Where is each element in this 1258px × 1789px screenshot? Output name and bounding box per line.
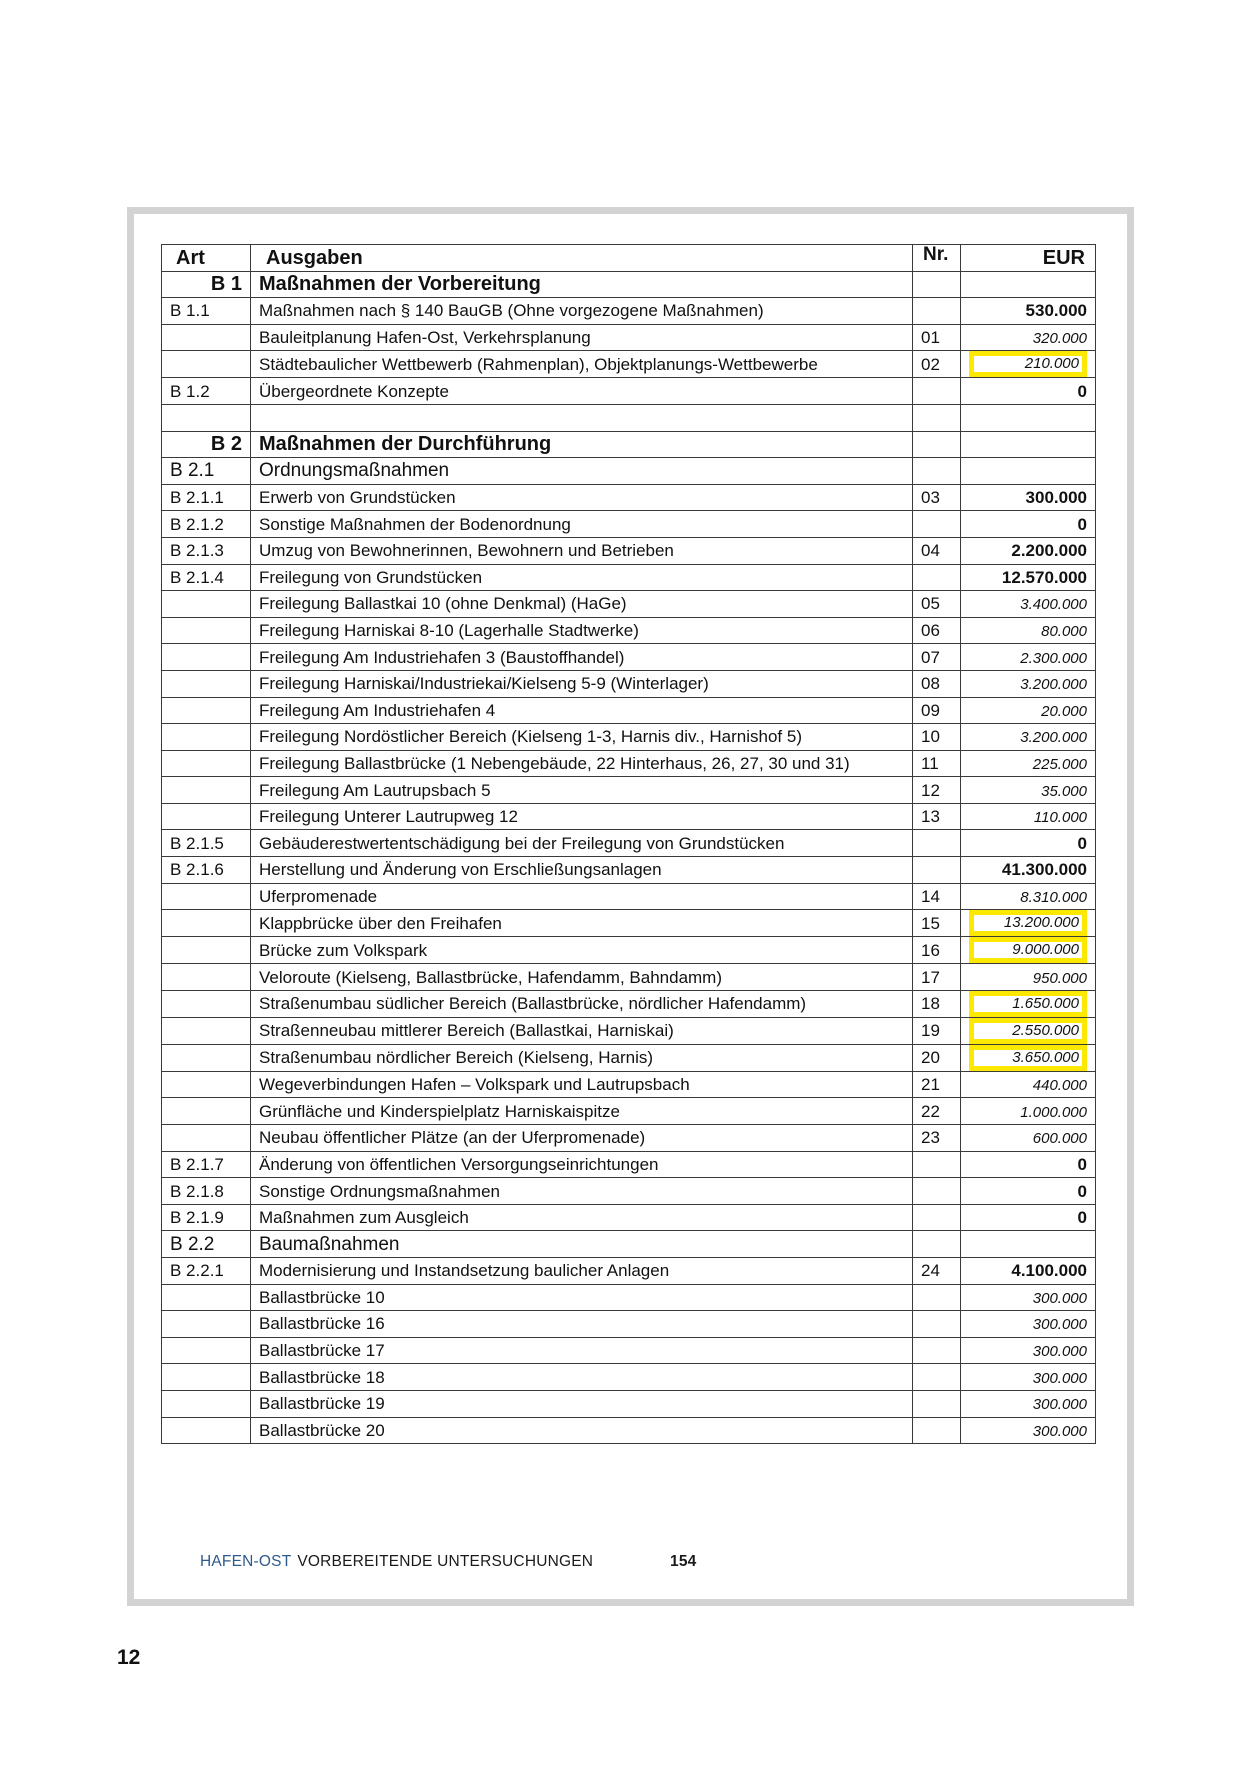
amount-item: 8.310.000 (1020, 888, 1087, 906)
cell-art (162, 803, 251, 830)
cell-eur (961, 484, 1096, 511)
cell-ausgaben: Umzug von Bewohnerinnen, Bewohnern und Betrieben (251, 537, 913, 564)
table-row-item (162, 351, 1096, 378)
cell-art (162, 724, 251, 751)
table-row-item (162, 883, 1096, 910)
amount-item: 225.000 (1032, 755, 1087, 773)
amount-item: 80.000 (1041, 623, 1087, 641)
cell-ausgaben: Brücke zum Volkspark (251, 937, 913, 964)
cell-eur (961, 1417, 1096, 1444)
cell-art (162, 1364, 251, 1391)
table-row-group (162, 378, 1096, 405)
cell-nr: 11 (913, 750, 961, 777)
cell-art: B 2.1.4 (162, 564, 251, 591)
cell-ausgaben: Ballastbrücke 19 (251, 1390, 913, 1417)
cell-art (162, 1337, 251, 1364)
cell-art (162, 404, 251, 431)
amount-item: 2.300.000 (1020, 649, 1087, 667)
cell-eur-highlighted (961, 351, 1096, 378)
amount-item: 3.400.000 (1020, 596, 1087, 614)
cell-nr (913, 1231, 961, 1258)
cell-art: B 2.1.3 (162, 537, 251, 564)
table-row-item (162, 1125, 1096, 1152)
cell-nr: 02 (913, 351, 961, 378)
cell-nr (913, 1337, 961, 1364)
cell-eur (961, 644, 1096, 671)
cell-eur (961, 750, 1096, 777)
cell-ausgaben: Herstellung und Änderung von Erschließungsanlagen (251, 857, 913, 884)
cell-ausgaben: Freilegung Am Industriehafen 3 (Baustoffhandel) (251, 644, 913, 671)
cell-eur (961, 670, 1096, 697)
amount-item: 1.000.000 (1020, 1103, 1087, 1121)
cell-art (162, 1071, 251, 1098)
amount-item: 950.000 (1032, 969, 1087, 987)
table-row-group (162, 1258, 1096, 1285)
page-number: 12 (117, 1646, 141, 1669)
table-row-group (162, 857, 1096, 884)
table-row-item (162, 990, 1096, 1017)
cell-art (162, 1311, 251, 1338)
cell-ausgaben: Ballastbrücke 18 (251, 1364, 913, 1391)
cell-nr: 13 (913, 803, 961, 830)
cell-ausgaben: Freilegung Harniskai 8-10 (Lagerhalle Stadtwerke) (251, 617, 913, 644)
cell-nr: 21 (913, 1071, 961, 1098)
cell-ausgaben: Freilegung von Grundstücken (251, 564, 913, 591)
cell-art: B 1.1 (162, 298, 251, 325)
cell-eur (961, 1390, 1096, 1417)
cell-ausgaben: Freilegung Ballastkai 10 (ohne Denkmal) (HaGe) (251, 591, 913, 618)
cell-ausgaben: Ballastbrücke 17 (251, 1337, 913, 1364)
table-row-item (162, 697, 1096, 724)
footer-title: VORBEREITENDE UNTERSUCHUNGEN (297, 1553, 594, 1570)
cell-eur-highlighted (961, 990, 1096, 1017)
table-row-item (162, 803, 1096, 830)
cell-art (162, 990, 251, 1017)
cell-art (162, 617, 251, 644)
cell-eur (961, 1364, 1096, 1391)
cell-nr: 14 (913, 883, 961, 910)
cell-nr (913, 404, 961, 431)
table-row-item (162, 964, 1096, 991)
cell-eur (961, 564, 1096, 591)
cell-eur (961, 378, 1096, 405)
footer-inner-page-number: 154 (670, 1553, 697, 1570)
cell-ausgaben: Maßnahmen zum Ausgleich (251, 1204, 913, 1231)
highlighted-amount: 3.650.000 (969, 1045, 1087, 1071)
cell-nr (913, 431, 961, 458)
cell-ausgaben: Gebäuderestwertentschädigung bei der Freilegung von Grundstücken (251, 830, 913, 857)
budget-table (161, 244, 1096, 1444)
cell-eur (961, 777, 1096, 804)
cell-nr: 09 (913, 697, 961, 724)
cell-art: B 2.2 (162, 1231, 251, 1258)
amount-total: 530.000 (1025, 301, 1087, 321)
cell-art (162, 883, 251, 910)
cell-art: B 2.1.5 (162, 830, 251, 857)
header-ausgaben: Ausgaben (251, 245, 913, 272)
cell-ausgaben: Neubau öffentlicher Plätze (an der Uferpromenade) (251, 1125, 913, 1152)
amount-item: 320.000 (1032, 330, 1087, 348)
cell-ausgaben: Uferpromenade (251, 883, 913, 910)
amount-item: 600.000 (1032, 1130, 1087, 1148)
cell-ausgaben: Freilegung Am Lautrupsbach 5 (251, 777, 913, 804)
cell-art (162, 777, 251, 804)
cell-nr: 10 (913, 724, 961, 751)
cell-ausgaben: Erwerb von Grundstücken (251, 484, 913, 511)
table-row-item (162, 324, 1096, 351)
amount-item: 110.000 (1033, 809, 1087, 827)
cell-nr: 05 (913, 591, 961, 618)
table-row-section (162, 271, 1096, 298)
header-art: Art (162, 245, 251, 272)
cell-art (162, 1125, 251, 1152)
cell-art (162, 1284, 251, 1311)
table-row-item (162, 617, 1096, 644)
cell-ausgaben: Maßnahmen der Durchführung (251, 431, 913, 458)
table-row-item (162, 1098, 1096, 1125)
cell-ausgaben: Bauleitplanung Hafen-Ost, Verkehrsplanung (251, 324, 913, 351)
cell-eur (961, 271, 1096, 298)
cell-eur (961, 697, 1096, 724)
cell-ausgaben: Straßenumbau nördlicher Bereich (Kielseng, Harnis) (251, 1044, 913, 1071)
cell-eur (961, 431, 1096, 458)
amount-total: 2.200.000 (1011, 541, 1087, 561)
cell-nr: 01 (913, 324, 961, 351)
cell-art: B 2.1.9 (162, 1204, 251, 1231)
cell-art (162, 750, 251, 777)
table-row-item (162, 777, 1096, 804)
cell-nr: 06 (913, 617, 961, 644)
cell-eur (961, 404, 1096, 431)
cell-nr (913, 1417, 961, 1444)
cell-art (162, 964, 251, 991)
cell-eur (961, 617, 1096, 644)
cell-eur (961, 1151, 1096, 1178)
table-row-group (162, 1178, 1096, 1205)
cell-eur (961, 324, 1096, 351)
cell-eur (961, 1204, 1096, 1231)
cell-nr (913, 1178, 961, 1205)
cell-eur (961, 1258, 1096, 1285)
cell-ausgaben: Freilegung Am Industriehafen 4 (251, 697, 913, 724)
amount-total: 0 (1077, 1154, 1087, 1174)
table-row-item (162, 644, 1096, 671)
cell-nr: 19 (913, 1017, 961, 1044)
cell-nr (913, 298, 961, 325)
cell-art (162, 910, 251, 937)
table-row-group (162, 298, 1096, 325)
cell-eur (961, 537, 1096, 564)
amount-item: 300.000 (1032, 1289, 1087, 1307)
amount-item: 300.000 (1032, 1369, 1087, 1387)
amount-item: 300.000 (1032, 1396, 1087, 1414)
cell-eur (961, 1311, 1096, 1338)
cell-ausgaben: Maßnahmen der Vorbereitung (251, 271, 913, 298)
cell-ausgaben: Sonstige Ordnungsmaßnahmen (251, 1178, 913, 1205)
table-row-section (162, 431, 1096, 458)
table-row-item (162, 591, 1096, 618)
cell-art: B 2 (162, 431, 251, 458)
cell-ausgaben: Ordnungsmaßnahmen (251, 458, 913, 485)
amount-total: 12.570.000 (1001, 567, 1087, 587)
cell-eur (961, 298, 1096, 325)
cell-nr (913, 830, 961, 857)
cell-art: B 2.2.1 (162, 1258, 251, 1285)
cell-nr (913, 458, 961, 485)
table-row-item (162, 1044, 1096, 1071)
amount-item: 300.000 (1032, 1343, 1087, 1361)
cell-nr (913, 1364, 961, 1391)
cell-nr: 17 (913, 964, 961, 991)
cell-art (162, 697, 251, 724)
table-row-empty (162, 404, 1096, 431)
cell-art: B 2.1.1 (162, 484, 251, 511)
cell-nr: 03 (913, 484, 961, 511)
amount-item: 35.000 (1041, 782, 1087, 800)
cell-eur (961, 883, 1096, 910)
cell-art (162, 1390, 251, 1417)
table-row-group (162, 511, 1096, 538)
cell-ausgaben: Freilegung Ballastbrücke (1 Nebengebäude, 22 Hinterhaus, 26, 27, 30 und 31) (251, 750, 913, 777)
cell-eur (961, 964, 1096, 991)
cell-nr (913, 511, 961, 538)
cell-nr: 24 (913, 1258, 961, 1285)
cell-eur (961, 591, 1096, 618)
cell-nr: 16 (913, 937, 961, 964)
amount-total: 0 (1077, 514, 1087, 534)
cell-ausgaben: Wegeverbindungen Hafen – Volkspark und Lautrupsbach (251, 1071, 913, 1098)
cell-ausgaben: Änderung von öffentlichen Versorgungseinrichtungen (251, 1151, 913, 1178)
cell-eur-highlighted (961, 937, 1096, 964)
table-row-item (162, 724, 1096, 751)
cell-ausgaben: Ballastbrücke 10 (251, 1284, 913, 1311)
cell-art: B 2.1 (162, 458, 251, 485)
amount-total: 0 (1077, 381, 1087, 401)
cell-nr (913, 564, 961, 591)
table-row-subsection (162, 458, 1096, 485)
cell-eur (961, 1284, 1096, 1311)
cell-eur (961, 857, 1096, 884)
cell-ausgaben: Übergeordnete Konzepte (251, 378, 913, 405)
cell-nr: 18 (913, 990, 961, 1017)
cell-nr: 04 (913, 537, 961, 564)
table-row-group (162, 564, 1096, 591)
table-row-item (162, 1071, 1096, 1098)
cell-nr: 23 (913, 1125, 961, 1152)
cell-eur (961, 1231, 1096, 1258)
amount-item: 440.000 (1032, 1077, 1087, 1095)
amount-total: 4.100.000 (1011, 1261, 1087, 1281)
footer-brand: HAFEN-OST (200, 1553, 292, 1570)
table-row-group (162, 537, 1096, 564)
cell-art (162, 591, 251, 618)
cell-eur-highlighted (961, 1044, 1096, 1071)
amount-total: 41.300.000 (1001, 860, 1087, 880)
table-row-item (162, 1017, 1096, 1044)
cell-nr (913, 1390, 961, 1417)
cell-nr: 20 (913, 1044, 961, 1071)
cell-ausgaben: Straßenneubau mittlerer Bereich (Ballastkai, Harniskai) (251, 1017, 913, 1044)
cell-ausgaben: Ballastbrücke 16 (251, 1311, 913, 1338)
cell-eur (961, 458, 1096, 485)
cell-nr (913, 271, 961, 298)
table-row-subsection (162, 1231, 1096, 1258)
amount-item: 300.000 (1032, 1422, 1087, 1440)
cell-art: B 1 (162, 271, 251, 298)
header-nr: Nr. (913, 245, 961, 272)
cell-art: B 1.2 (162, 378, 251, 405)
table-row-item (162, 1311, 1096, 1338)
table-row-item (162, 1390, 1096, 1417)
cell-ausgaben: Freilegung Nordöstlicher Bereich (Kielseng 1-3, Harnis div., Harnishof 5) (251, 724, 913, 751)
cell-eur (961, 724, 1096, 751)
cell-ausgaben: Straßenumbau südlicher Bereich (Ballastbrücke, nördlicher Hafendamm) (251, 990, 913, 1017)
cell-eur (961, 1071, 1096, 1098)
cell-nr: 12 (913, 777, 961, 804)
cell-art (162, 670, 251, 697)
cell-art: B 2.1.2 (162, 511, 251, 538)
amount-item: 20.000 (1041, 702, 1087, 720)
amount-total: 0 (1077, 1208, 1087, 1228)
cell-nr (913, 1151, 961, 1178)
cell-ausgaben: Freilegung Harniskai/Industriekai/Kielseng 5-9 (Winterlager) (251, 670, 913, 697)
table-row-group (162, 1204, 1096, 1231)
table-row-group (162, 484, 1096, 511)
cell-art (162, 324, 251, 351)
cell-art (162, 937, 251, 964)
cell-eur-highlighted (961, 910, 1096, 937)
table-row-item (162, 1284, 1096, 1311)
highlighted-amount: 1.650.000 (969, 991, 1087, 1017)
cell-nr: 22 (913, 1098, 961, 1125)
cell-art: B 2.1.7 (162, 1151, 251, 1178)
header-eur: EUR (961, 245, 1096, 272)
table-row-item (162, 1337, 1096, 1364)
amount-total: 0 (1077, 1181, 1087, 1201)
cell-art (162, 1417, 251, 1444)
cell-ausgaben: Freilegung Unterer Lautrupweg 12 (251, 803, 913, 830)
cell-nr: 07 (913, 644, 961, 671)
cell-eur (961, 1125, 1096, 1152)
cell-eur-highlighted (961, 1017, 1096, 1044)
cell-art: B 2.1.8 (162, 1178, 251, 1205)
highlighted-amount: 210.000 (969, 351, 1087, 377)
highlighted-amount: 9.000.000 (969, 937, 1087, 963)
amount-total: 0 (1077, 833, 1087, 853)
cell-art (162, 1017, 251, 1044)
cell-art (162, 1098, 251, 1125)
table-row-item (162, 750, 1096, 777)
cell-ausgaben: Maßnahmen nach § 140 BauGB (Ohne vorgezogene Maßnahmen) (251, 298, 913, 325)
cell-art: B 2.1.6 (162, 857, 251, 884)
amount-item: 3.200.000 (1020, 676, 1087, 694)
cell-ausgaben: Ballastbrücke 20 (251, 1417, 913, 1444)
table-row-item (162, 1417, 1096, 1444)
table-row-group (162, 830, 1096, 857)
highlighted-amount: 13.200.000 (969, 910, 1087, 936)
cell-eur (961, 1098, 1096, 1125)
amount-item: 3.200.000 (1020, 729, 1087, 747)
cell-art (162, 1044, 251, 1071)
cell-nr (913, 1204, 961, 1231)
cell-ausgaben: Sonstige Maßnahmen der Bodenordnung (251, 511, 913, 538)
page-footer (200, 1553, 697, 1571)
cell-ausgaben: Veloroute (Kielseng, Ballastbrücke, Hafendamm, Bahndamm) (251, 964, 913, 991)
table-row-group (162, 1151, 1096, 1178)
table-row-item (162, 910, 1096, 937)
cell-nr (913, 857, 961, 884)
cell-ausgaben: Modernisierung und Instandsetzung baulicher Anlagen (251, 1258, 913, 1285)
highlighted-amount: 2.550.000 (969, 1018, 1087, 1044)
amount-item: 300.000 (1032, 1316, 1087, 1334)
table-header-row (162, 245, 1096, 272)
table-row-item (162, 1364, 1096, 1391)
cell-nr: 08 (913, 670, 961, 697)
cell-nr (913, 1284, 961, 1311)
cell-art (162, 644, 251, 671)
cell-nr: 15 (913, 910, 961, 937)
cell-ausgaben: Baumaßnahmen (251, 1231, 913, 1258)
cell-eur (961, 803, 1096, 830)
cell-ausgaben: Grünfläche und Kinderspielplatz Harniskaispitze (251, 1098, 913, 1125)
cell-ausgaben: Städtebaulicher Wettbewerb (Rahmenplan), Objektplanungs-Wettbewerbe (251, 351, 913, 378)
cell-eur (961, 1178, 1096, 1205)
cell-eur (961, 511, 1096, 538)
cell-art (162, 351, 251, 378)
cell-nr (913, 1311, 961, 1338)
table-row-item (162, 670, 1096, 697)
cell-nr (913, 378, 961, 405)
table-row-item (162, 937, 1096, 964)
amount-total: 300.000 (1025, 488, 1087, 508)
cell-eur (961, 1337, 1096, 1364)
cell-ausgaben: Klappbrücke über den Freihafen (251, 910, 913, 937)
cell-ausgaben (251, 404, 913, 431)
cell-eur (961, 830, 1096, 857)
